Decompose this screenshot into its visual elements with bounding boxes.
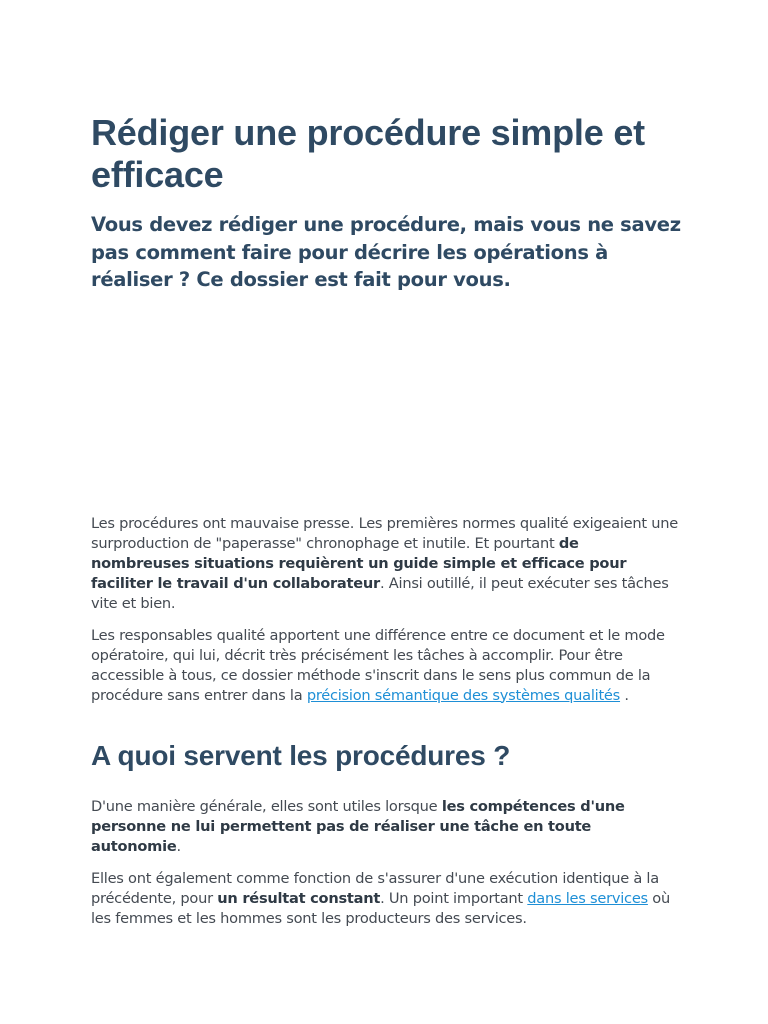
section-p1-bold: les compétences d'une personne ne lui permettent pas de réaliser une tâche en toute autonomie — [91, 797, 625, 855]
intro-p2-text-2: . — [620, 686, 629, 704]
section-p2-text-1: Elles ont également comme fonction de s'assurer d'une exécution identique à la précédente, pour — [91, 869, 659, 907]
intro-p1-bold: de nombreuses situations requièrent un guide simple et efficace pour faciliter le travail d'un collaborateur — [91, 534, 627, 592]
intro-p1-text-1: Les procédures ont mauvaise presse. Les premières normes qualité exigeaient une surproduction de "paperasse" chronophage et inutile. Et pourtant — [91, 514, 678, 552]
section-p2-text-3: où les femmes et les hommes sont les producteurs des services. — [91, 889, 670, 927]
section-heading: A quoi servent les procédures ? — [91, 739, 511, 771]
intro-paragraph-2 — [91, 626, 681, 706]
article-title: Rédiger une procédure simple et efficace — [91, 112, 645, 195]
intro-p1-text-2: . Ainsi outillé, il peut exécuter ses tâches vite et bien. — [91, 574, 669, 612]
intro-p2-text-1: Les responsables qualité apportent une différence entre ce document et le mode opératoire, qui lui, décrit très précisément les tâches à accomplir. Pour être accessible à tous, ce dossier méthode s'inscrit dans le sens plus commun de la procédure sans entrer dans la — [91, 626, 665, 704]
section-p2-bold: un résultat constant — [217, 889, 381, 907]
intro-paragraph-1 — [91, 514, 681, 614]
article — [91, 112, 681, 941]
section-paragraph-2 — [91, 869, 681, 929]
semantic-precision-link[interactable]: précision sémantique des systèmes qualités — [306, 686, 621, 704]
ad-placeholder — [91, 294, 681, 514]
section-paragraph-1 — [91, 797, 681, 857]
services-link[interactable]: dans les services — [527, 889, 648, 907]
section-p1-text-2: . — [176, 837, 181, 855]
section-p2-text-2: . Un point important — [380, 889, 528, 907]
section-p1-text-1: D'une manière générale, elles sont utiles lorsque — [91, 797, 442, 815]
article-subtitle: Vous devez rédiger une procédure, mais vous ne savez pas comment faire pour décrire les opérations à réaliser ? Ce dossier est fait pour vous. — [91, 213, 681, 291]
